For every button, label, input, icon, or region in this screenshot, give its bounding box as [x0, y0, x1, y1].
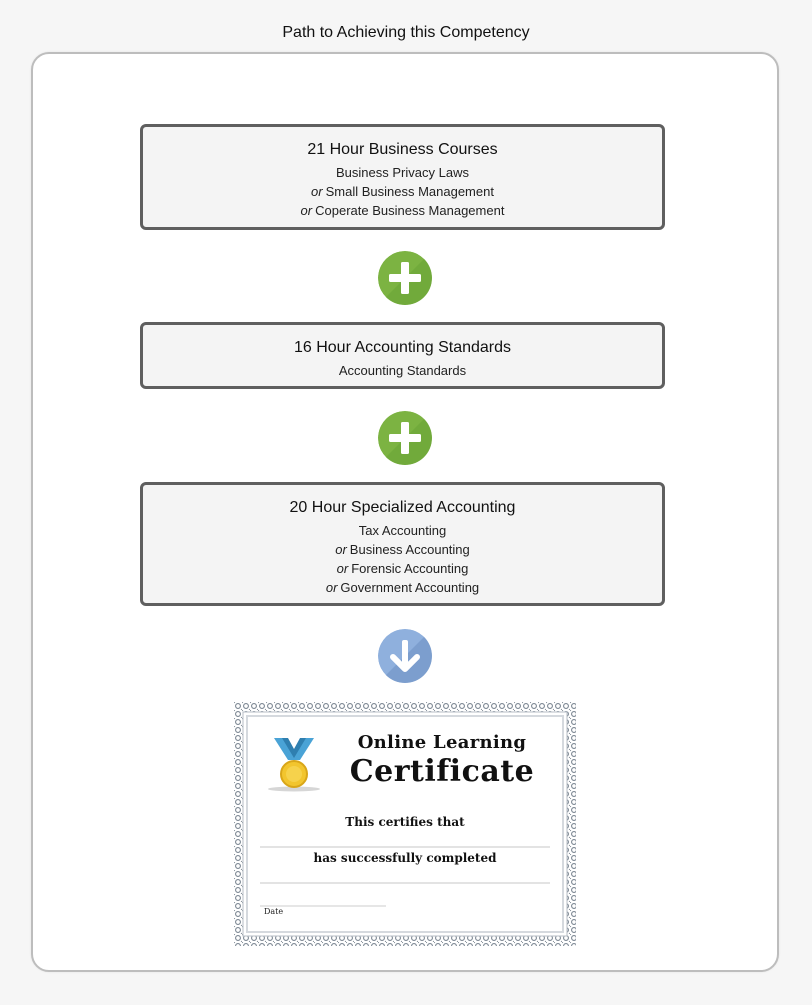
- certificate-completed-text: has successfully completed: [313, 851, 497, 865]
- step-title: 21 Hour Business Courses: [307, 141, 498, 158]
- plus-circle-icon: [378, 411, 432, 465]
- course-item: [143, 163, 662, 182]
- course-label: Small Business Management: [325, 184, 494, 199]
- course-label: Coperate Business Management: [315, 203, 505, 218]
- course-label: Accounting Standards: [338, 363, 467, 378]
- step-title: 20 Hour Specialized Accounting: [289, 499, 516, 516]
- course-item: [143, 540, 662, 559]
- certificate-heading-line1: Online Learning: [357, 732, 527, 753]
- step-title: 16 Hour Accounting Standards: [293, 339, 512, 356]
- step-accounting-standards: [140, 322, 665, 389]
- course-item: [143, 182, 662, 201]
- certificate-date-label: Date: [264, 907, 284, 916]
- or-prefix: or: [336, 561, 349, 576]
- course-item: [143, 559, 662, 578]
- course-item: [143, 201, 662, 220]
- or-prefix: or: [311, 184, 323, 199]
- arrow-down-circle-icon: [378, 629, 432, 683]
- course-item: [143, 521, 662, 540]
- course-label: Business Privacy Laws: [336, 165, 469, 180]
- course-label: Tax Accounting: [358, 523, 447, 538]
- course-item: [143, 578, 662, 597]
- certificate-heading-line2: Certificate: [349, 754, 535, 789]
- course-label: Business Accounting: [349, 542, 470, 557]
- step-specialized-accounting: [140, 482, 665, 606]
- certificate-preview: [234, 702, 576, 946]
- step-business-courses: [140, 124, 665, 230]
- certificate-certifies-text: This certifies that: [345, 815, 465, 829]
- course-item: [143, 361, 662, 380]
- or-prefix: or: [325, 580, 338, 595]
- page-title: Path to Achieving this Competency: [282, 24, 530, 41]
- or-prefix: or: [300, 203, 313, 218]
- or-prefix: or: [335, 542, 347, 557]
- course-label: Government Accounting: [340, 580, 480, 595]
- plus-circle-icon: [378, 251, 432, 305]
- course-label: Forensic Accounting: [351, 561, 469, 576]
